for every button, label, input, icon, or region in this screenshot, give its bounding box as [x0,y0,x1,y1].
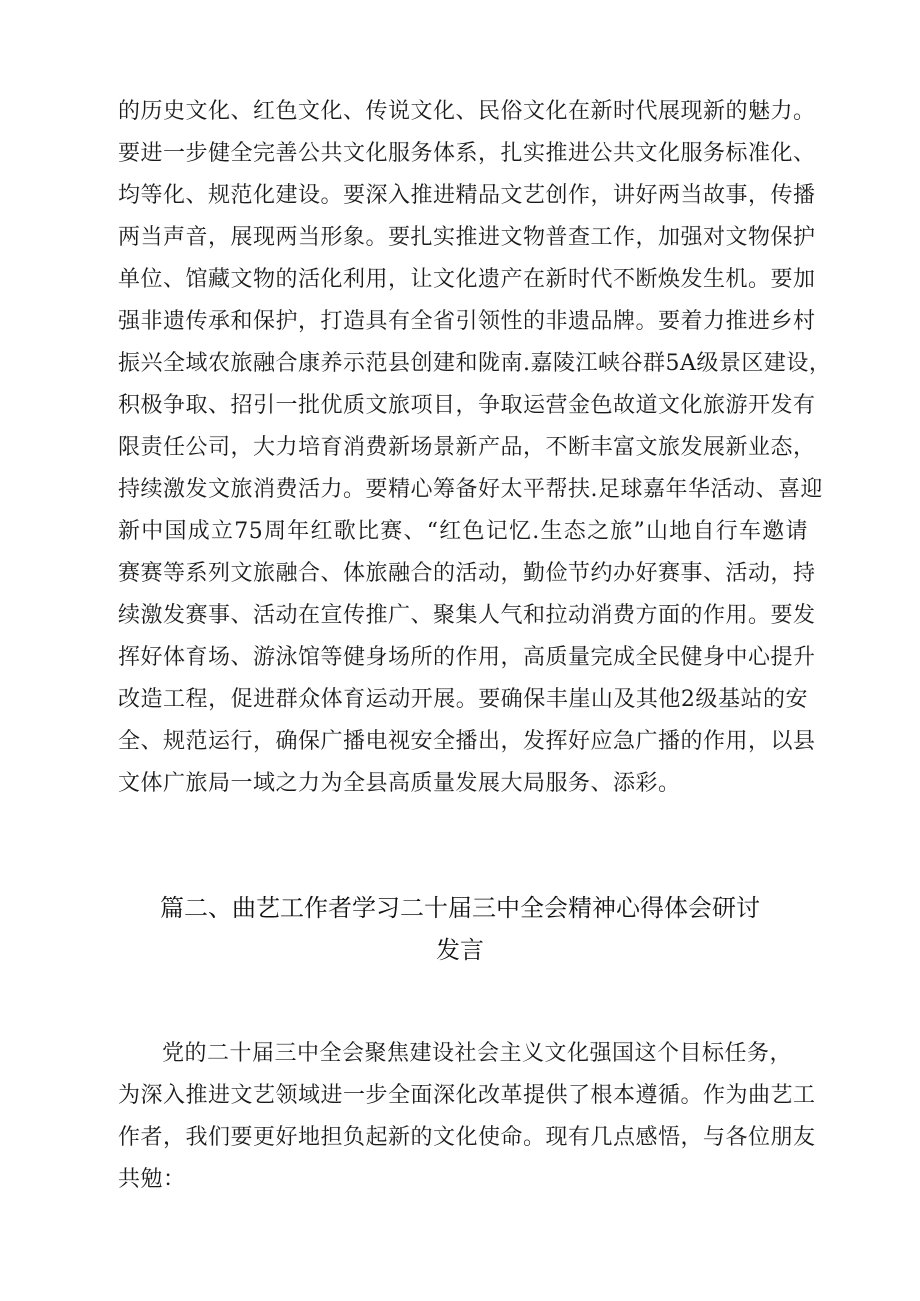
intro-line: 党的二十届三中全会聚焦建设社会主义文化强国这个目标任务， [162,1041,793,1066]
body-line: 限责任公司，大力培育消费新场景新产品，不断丰富文旅发展新业态， [118,435,816,460]
body-line: 两当声音，展现两当形象。要扎实推进文物普查工作，加强对文物保护 [118,225,816,250]
body-line: 文体广旅局一域之力为全县高质量发展大局服务、添彩。 [118,771,681,796]
body-line: 单位、馆藏文物的活化利用，让文化遗产在新时代不断焕发生机。要加 [118,267,816,292]
body-line: 强非遗传承和保护，打造具有全省引领性的非遗品牌。要着力推进乡村 [118,309,816,334]
body-line: 振兴全域农旅融合康养示范县创建和陇南.嘉陵江峡谷群5A级景区建设， [118,351,832,376]
body-line: 改造工程，促进群众体育运动开展。要确保丰崖山及其他2级基站的安 [118,687,808,712]
section-heading-line-1: 篇二、曲艺工作者学习二十届三中全会精神心得体会研讨 [160,894,760,922]
intro-line: 为深入推进文艺领域进一步全面深化改革提供了根本遵循。作为曲艺工 [118,1083,816,1108]
body-line: 新中国成立75周年红歌比赛、“红色记忆.生态之旅”山地自行车邀请 [118,519,808,544]
body-line: 持续激发文旅消费活力。要精心筹备好太平帮扶.足球嘉年华活动、喜迎 [118,477,823,502]
body-line: 均等化、规范化建设。要深入推进精品文艺创作，讲好两当故事，传播 [118,183,816,208]
body-line: 全、规范运行，确保广播电视安全播出，发挥好应急广播的作用，以县 [118,729,816,754]
body-line: 要进一步健全完善公共文化服务体系，扎实推进公共文化服务标准化、 [118,141,816,166]
intro-line: 作者，我们要更好地担负起新的文化使命。现有几点感悟，与各位朋友 [118,1125,816,1150]
section-heading-line-2: 发言 [436,936,484,964]
body-line: 赛赛等系列文旅融合、体旅融合的活动，勤俭节约办好赛事、活动，持 [118,561,816,586]
body-line: 积极争取、招引一批优质文旅项目，争取运营金色故道文化旅游开发有 [118,393,816,418]
body-line: 挥好体育场、游泳馆等健身场所的作用，高质量完成全民健身中心提升 [118,645,816,670]
intro-line: 共勉： [118,1167,186,1192]
body-line: 的历史文化、红色文化、传说文化、民俗文化在新时代展现新的魅力。 [118,99,816,124]
body-line: 续激发赛事、活动在宣传推广、聚集人气和拉动消费方面的作用。要发 [118,603,816,628]
